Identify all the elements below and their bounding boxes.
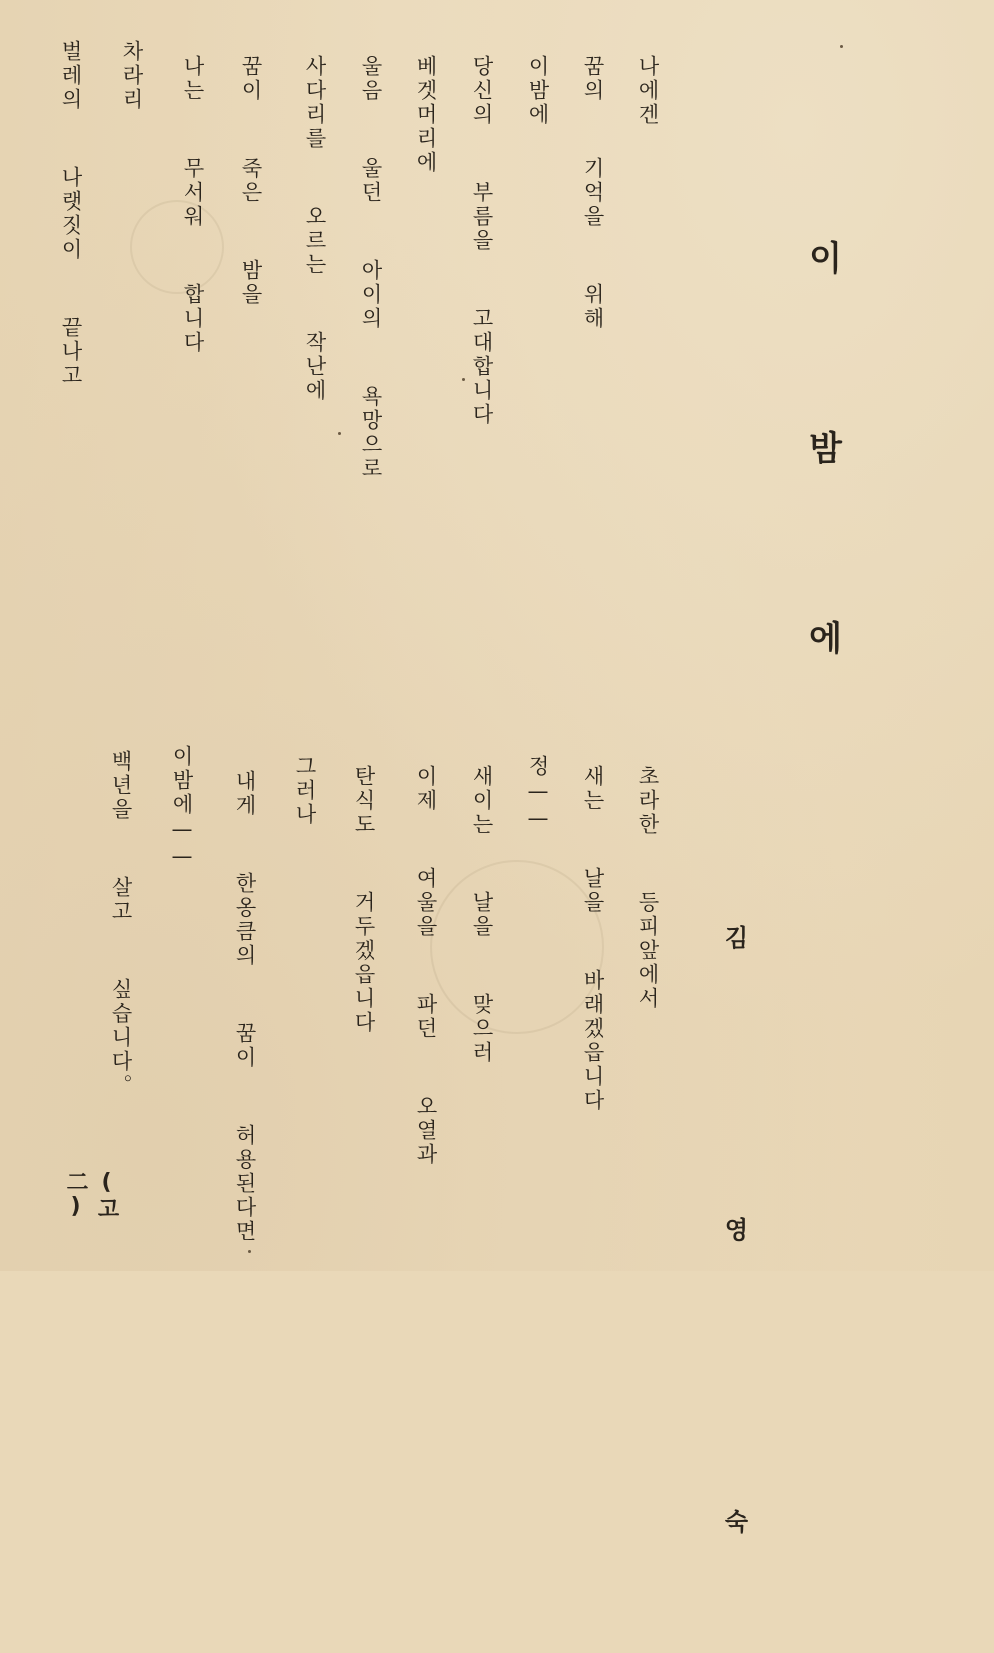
poem-line: 새는 날을 바래겠읍니다 <box>581 765 605 1113</box>
paper-stain <box>130 200 224 294</box>
poem-line: 내게 한옹큼의 꿈이 허용된다면 <box>233 770 257 1244</box>
poem-line: 이밤에 <box>526 55 550 127</box>
poem-title: 이 밤 에 <box>802 240 842 712</box>
poem-line: 이밤에—— <box>170 745 194 871</box>
poem-line: 그러나 <box>293 755 317 827</box>
poem-author: 김 영 숙 <box>720 925 748 1653</box>
paper-speck <box>840 45 843 48</box>
poem-line: 나는 무서워 합니다 <box>181 55 205 355</box>
poem-line: 꿈의 기억을 위해 <box>581 55 605 331</box>
paper-stain <box>430 860 604 1034</box>
poem-line: 새이는 날을 맞으러 <box>470 765 494 1065</box>
page-number: (고二) <box>63 1170 119 1221</box>
poem-line: 탄식도 거두겠읍니다 <box>352 765 376 1035</box>
paper-speck <box>338 432 341 435</box>
poem-line: 나에겐 <box>636 55 660 127</box>
poem-line: 초라한 등피앞에서 <box>636 765 660 1011</box>
poem-line: 차라리 <box>120 40 144 112</box>
poem-line: 사다리를 오르는 작난에 <box>303 55 327 403</box>
paper-speck <box>462 378 465 381</box>
poem-line: 이제 여울을 파던 오열과 <box>414 765 438 1167</box>
poem-line: 꿈이 죽은 밤을 <box>239 55 263 307</box>
paper-speck <box>248 1250 251 1253</box>
poem-line: 울음 울던 아이의 욕망으로 <box>359 55 383 481</box>
poem-line: 정—— <box>526 755 550 833</box>
poem-line: 벌레의 나랫짓이 끝나고 <box>59 40 83 388</box>
poem-line: 당신의 부름을 고대합니다 <box>470 55 494 427</box>
poem-line: 베겟머리에 <box>414 55 438 175</box>
poem-line: 백년을 살고 싶습니다。 <box>109 750 133 1098</box>
